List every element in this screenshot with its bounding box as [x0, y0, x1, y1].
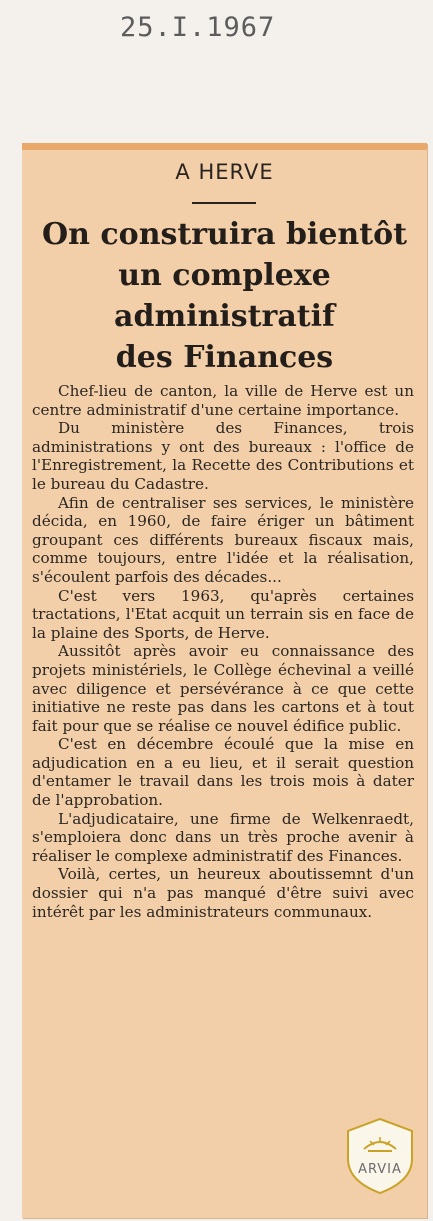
article-paragraph: C'est en décembre écoulé que la mise en adjudication en a eu lieu, et il serait question d'entamer le travail dans les trois mois à dater de l'approbation. [32, 735, 414, 810]
arvia-logo-icon [340, 1115, 420, 1195]
newspaper-clipping [22, 143, 427, 1218]
logo-text: ARVIA [358, 1162, 402, 1177]
article-paragraph: Chef-lieu de canton, la ville de Herve est un centre administratif d'une certaine importance. [32, 382, 414, 419]
article-kicker: A HERVE [175, 160, 274, 184]
date-stamp: 25.I.1967 [120, 12, 276, 43]
kicker-divider [192, 202, 256, 204]
article-paragraph: L'adjudicataire, une firme de Welkenraedt, s'emploiera donc dans un très proche avenir à réaliser le complexe administratif des Finances. [32, 809, 414, 865]
article-body [32, 382, 414, 921]
article-headline [22, 214, 427, 378]
article-paragraph: C'est vers 1963, qu'après certaines tractations, l'Etat acquit un terrain sis en face de la plaine des Sports, de Herve. [32, 586, 414, 642]
headline-line: un complexe [118, 258, 331, 293]
article-paragraph: Aussitôt après avoir eu connaissance des projets ministériels, le Collège échevinal a veillé avec diligence et persévérance à ce que cette initiative ne reste pas dans les cartons et à tout fait pour que se réalise ce nouvel édifice public. [32, 642, 414, 735]
headline-line: des Finances [115, 340, 334, 375]
headline-line: On construira bientôt [42, 217, 407, 252]
article-paragraph: Afin de centraliser ses services, le ministère décida, en 1960, de faire ériger un bâtiment groupant ces différents bureaux fiscaux mais, comme toujours, entre l'idée et la réalisation, s'écoulent parfois des décades... [32, 493, 414, 586]
article-paragraph: Voilà, certes, un heureux aboutissemnt d'un dossier qui n'a pas manqué d'être suivi avec intérêt par les administrateurs communaux. [32, 865, 414, 921]
article-paragraph: Du ministère des Finances, trois administrations y ont des bureaux : l'office de l'Enregistrement, la Recette des Contributions et le bureau du Cadastre. [32, 419, 414, 493]
headline-line: administratif [114, 299, 335, 334]
